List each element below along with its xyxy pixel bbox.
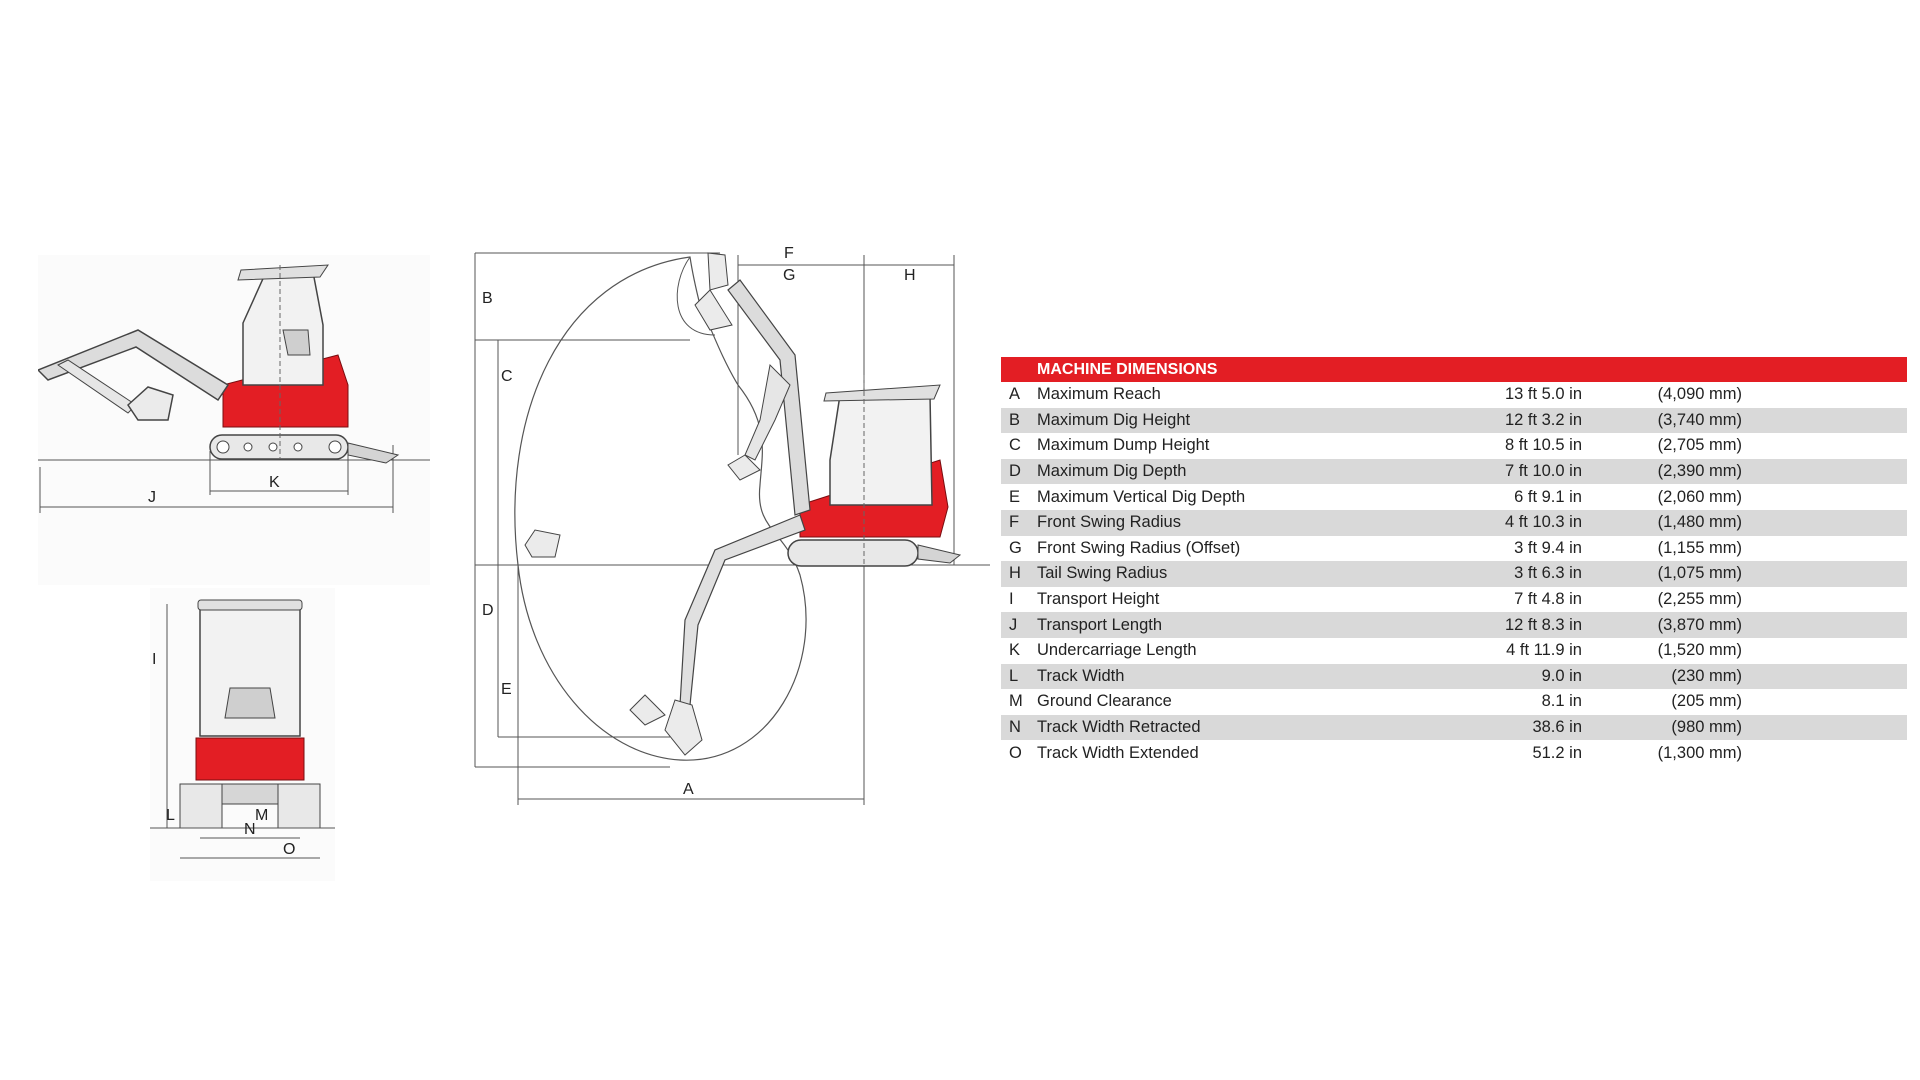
row-pad: [1742, 510, 1907, 536]
track: [210, 435, 348, 459]
table-row: [1001, 689, 1907, 715]
row-name: Maximum Dump Height: [1037, 433, 1402, 459]
undercarriage-center: [222, 784, 278, 804]
row-pad: [1742, 561, 1907, 587]
row-imperial: 8.1 in: [1402, 689, 1582, 715]
row-pad: [1742, 612, 1907, 638]
row-metric: (2,255 mm): [1582, 587, 1742, 613]
row-metric: (2,705 mm): [1582, 433, 1742, 459]
front-seat: [225, 688, 275, 718]
table-row: [1001, 740, 1907, 766]
row-metric: (1,155 mm): [1582, 536, 1742, 562]
label-f: F: [784, 245, 794, 262]
row-name: Maximum Vertical Dig Depth: [1037, 484, 1402, 510]
side-view-diagram: [38, 255, 430, 585]
front-roof: [198, 600, 302, 610]
row-imperial: 4 ft 10.3 in: [1402, 510, 1582, 536]
table-row: [1001, 664, 1907, 690]
lowered-boom: [680, 515, 805, 705]
label-b: B: [482, 290, 493, 307]
row-imperial: 3 ft 6.3 in: [1402, 561, 1582, 587]
row-pad: [1742, 689, 1907, 715]
reach-bucket: [525, 530, 560, 557]
row-name: Transport Height: [1037, 587, 1402, 613]
row-letter: F: [1001, 510, 1037, 536]
row-imperial: 12 ft 3.2 in: [1402, 408, 1582, 434]
working-range-svg: [470, 245, 990, 805]
table-row: [1001, 433, 1907, 459]
bucket: [128, 387, 173, 420]
row-pad: [1742, 382, 1907, 408]
row-pad: [1742, 664, 1907, 690]
row-metric: (3,870 mm): [1582, 612, 1742, 638]
row-imperial: 3 ft 9.4 in: [1402, 536, 1582, 562]
raised-arm: [708, 253, 728, 290]
row-name: Front Swing Radius (Offset): [1037, 536, 1402, 562]
lowered-bucket-2: [630, 695, 665, 725]
row-imperial: 51.2 in: [1402, 740, 1582, 766]
row-pad: [1742, 484, 1907, 510]
raised-bucket: [695, 290, 732, 330]
table-row: [1001, 408, 1907, 434]
row-imperial: 13 ft 5.0 in: [1402, 382, 1582, 408]
table-row: [1001, 536, 1907, 562]
label-i: I: [152, 651, 157, 668]
row-name: Maximum Dig Depth: [1037, 459, 1402, 485]
table-row: [1001, 587, 1907, 613]
table-header-row: [1001, 357, 1907, 382]
row-metric: (1,075 mm): [1582, 561, 1742, 587]
row-pad: [1742, 459, 1907, 485]
front-body: [196, 738, 304, 780]
row-imperial: 4 ft 11.9 in: [1402, 638, 1582, 664]
row-metric: (1,480 mm): [1582, 510, 1742, 536]
side-view-svg: [38, 255, 430, 585]
row-name: Maximum Dig Height: [1037, 408, 1402, 434]
label-n: N: [244, 821, 256, 838]
working-range-diagram: [470, 245, 990, 805]
right-track: [278, 784, 320, 828]
row-letter: A: [1001, 382, 1037, 408]
row-name: Transport Length: [1037, 612, 1402, 638]
row-metric: (230 mm): [1582, 664, 1742, 690]
row-name: Track Width: [1037, 664, 1402, 690]
range-roof: [824, 385, 940, 401]
row-pad: [1742, 740, 1907, 766]
row-metric: (2,060 mm): [1582, 484, 1742, 510]
label-h: H: [904, 267, 916, 284]
row-name: Ground Clearance: [1037, 689, 1402, 715]
left-track: [180, 784, 222, 828]
row-letter: B: [1001, 408, 1037, 434]
mid-arm: [745, 365, 790, 460]
label-e: E: [501, 681, 512, 698]
row-imperial: 9.0 in: [1402, 664, 1582, 690]
row-metric: (1,520 mm): [1582, 638, 1742, 664]
table-row: [1001, 715, 1907, 741]
row-imperial: 38.6 in: [1402, 715, 1582, 741]
table-row: [1001, 382, 1907, 408]
row-name: Track Width Extended: [1037, 740, 1402, 766]
seat: [283, 330, 310, 355]
row-letter: K: [1001, 638, 1037, 664]
row-pad: [1742, 638, 1907, 664]
label-a: A: [683, 781, 694, 798]
label-l: L: [166, 807, 175, 824]
label-d: D: [482, 602, 494, 619]
row-pad: [1742, 433, 1907, 459]
label-j: J: [148, 489, 156, 506]
row-metric: (980 mm): [1582, 715, 1742, 741]
row-name: Tail Swing Radius: [1037, 561, 1402, 587]
row-name: Track Width Retracted: [1037, 715, 1402, 741]
row-letter: C: [1001, 433, 1037, 459]
row-name: Front Swing Radius: [1037, 510, 1402, 536]
row-letter: M: [1001, 689, 1037, 715]
row-metric: (1,300 mm): [1582, 740, 1742, 766]
row-pad: [1742, 715, 1907, 741]
row-imperial: 6 ft 9.1 in: [1402, 484, 1582, 510]
row-metric: (205 mm): [1582, 689, 1742, 715]
table-header: MACHINE DIMENSIONS: [1001, 357, 1907, 382]
table-row: [1001, 561, 1907, 587]
row-pad: [1742, 536, 1907, 562]
row-metric: (3,740 mm): [1582, 408, 1742, 434]
lowered-bucket: [665, 700, 702, 755]
row-letter: H: [1001, 561, 1037, 587]
row-imperial: 8 ft 10.5 in: [1402, 433, 1582, 459]
row-letter: O: [1001, 740, 1037, 766]
cab: [243, 272, 323, 385]
table-row: [1001, 459, 1907, 485]
table-row: [1001, 612, 1907, 638]
range-track: [788, 540, 918, 566]
row-imperial: 12 ft 8.3 in: [1402, 612, 1582, 638]
row-letter: N: [1001, 715, 1037, 741]
table-row: [1001, 510, 1907, 536]
label-o: O: [283, 841, 296, 858]
row-name: Undercarriage Length: [1037, 638, 1402, 664]
front-view-diagram: [150, 588, 335, 881]
label-c: C: [501, 368, 513, 385]
row-pad: [1742, 587, 1907, 613]
row-metric: (4,090 mm): [1582, 382, 1742, 408]
machine-dimensions-table: [1001, 357, 1907, 766]
row-name: Maximum Reach: [1037, 382, 1402, 408]
table-row: [1001, 638, 1907, 664]
front-view-svg: [150, 588, 335, 881]
row-letter: D: [1001, 459, 1037, 485]
label-m: M: [255, 807, 269, 824]
row-letter: J: [1001, 612, 1037, 638]
row-letter: E: [1001, 484, 1037, 510]
row-letter: G: [1001, 536, 1037, 562]
row-letter: L: [1001, 664, 1037, 690]
label-g: G: [783, 267, 796, 284]
table-row: [1001, 484, 1907, 510]
range-cab: [830, 395, 932, 505]
table-body: [1001, 382, 1907, 766]
row-metric: (2,390 mm): [1582, 459, 1742, 485]
row-imperial: 7 ft 10.0 in: [1402, 459, 1582, 485]
row-imperial: 7 ft 4.8 in: [1402, 587, 1582, 613]
row-letter: I: [1001, 587, 1037, 613]
arm: [58, 360, 136, 413]
row-pad: [1742, 408, 1907, 434]
label-k: K: [269, 474, 280, 491]
